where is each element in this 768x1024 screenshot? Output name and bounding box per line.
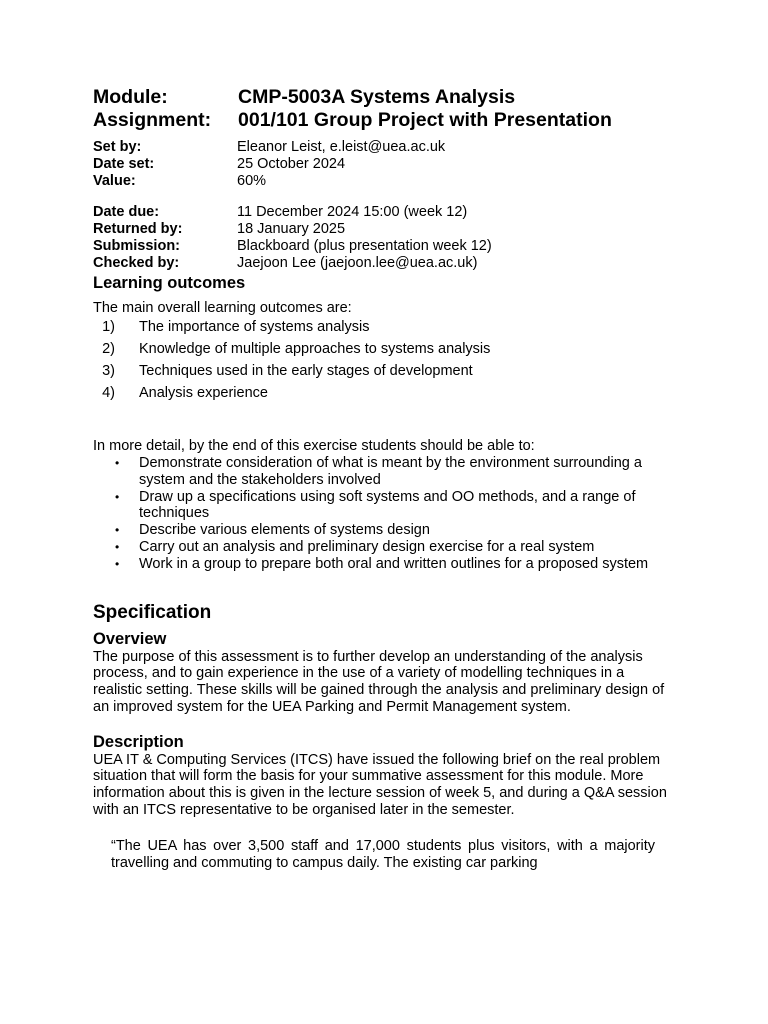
- list-item-number: 1): [102, 319, 115, 336]
- specification-heading: Specification: [93, 601, 212, 623]
- meta-key: Set by:: [93, 139, 142, 155]
- assignment-label: Assignment:: [93, 109, 212, 131]
- meta-value: Eleanor Leist, e.leist@uea.ac.uk: [237, 139, 446, 155]
- assignment-name: 001/101 Group Project with Presentation: [238, 109, 612, 131]
- meta-key: Returned by:: [93, 221, 183, 238]
- bullet-icon: •: [115, 523, 120, 538]
- list-item-number: 2): [102, 341, 115, 358]
- learning-outcomes-list: [93, 319, 673, 402]
- description-paragraph: UEA IT & Computing Services (ITCS) have issued the following brief on the real problem situation that will form the basis for your summative assessment for this module. More information about this is given in the lecture session of week 5, and during a Q&A session with an ITCS representative to be organised later in the semester.: [93, 751, 667, 819]
- learning-outcomes-heading: Learning outcomes: [93, 273, 246, 292]
- meta-row-submission: [93, 238, 673, 255]
- list-item: [93, 363, 673, 380]
- meta-value: Jaejoon Lee (jaejoon.lee@uea.ac.uk): [237, 254, 478, 271]
- bullet-item-text: Describe various elements of systems design: [139, 522, 430, 539]
- meta-key: Checked by:: [93, 254, 180, 271]
- description-heading: Description: [93, 732, 184, 751]
- list-item: [93, 385, 673, 402]
- bullet-icon: •: [115, 489, 120, 504]
- meta-row-date-due: [93, 204, 673, 221]
- list-item-text: Knowledge of multiple approaches to systems analysis: [139, 341, 491, 358]
- list-item-text: Techniques used in the early stages of development: [139, 363, 473, 380]
- meta-spacer: [93, 189, 673, 204]
- meta-row-set-by: [93, 139, 673, 156]
- meta-value: 60%: [237, 172, 267, 189]
- document-page: [93, 86, 673, 871]
- meta-key: Submission:: [93, 237, 181, 254]
- list-item: [93, 319, 673, 336]
- assignment-title-row: [93, 109, 673, 132]
- list-item-text: Analysis experience: [139, 385, 268, 402]
- bullet-item-text: Work in a group to prepare both oral and written outlines for a proposed system: [139, 555, 649, 572]
- list-item: [93, 341, 673, 358]
- meta-value: 18 January 2025: [237, 221, 346, 238]
- module-label: Module:: [93, 86, 168, 108]
- bullet-item-text: Draw up a specifications using soft systems and OO methods, and a range of techniques: [139, 488, 636, 522]
- bullet-item-text: Carry out an analysis and preliminary design exercise for a real system: [139, 538, 595, 555]
- meta-row-checked-by: [93, 255, 673, 272]
- brief-quote: “The UEA has over 3,500 staff and 17,000 students plus visitors, with a majority travelling and commuting to campus daily. The existing car parking: [111, 837, 655, 871]
- bullet-icon: •: [115, 556, 120, 571]
- list-item-text: The importance of systems analysis: [139, 319, 370, 336]
- module-title-row: [93, 86, 673, 109]
- meta-row-value: [93, 173, 673, 190]
- module-name: CMP-5003A Systems Analysis: [238, 86, 516, 108]
- meta-key: Date set:: [93, 155, 155, 172]
- bullet-item: [93, 522, 673, 539]
- meta-key: Value:: [93, 172, 136, 189]
- detailed-outcomes-intro: In more detail, by the end of this exercise students should be able to:: [93, 438, 535, 455]
- learning-outcomes-intro: The main overall learning outcomes are:: [93, 299, 352, 316]
- bullet-item: [93, 455, 673, 489]
- overview-heading: Overview: [93, 629, 167, 648]
- bullet-item: [93, 489, 673, 523]
- meta-value: 11 December 2024 15:00 (week 12): [237, 204, 468, 221]
- bullet-item: [93, 539, 673, 556]
- bullet-icon: •: [115, 455, 120, 470]
- meta-key: Date due:: [93, 204, 160, 221]
- overview-paragraph: The purpose of this assessment is to further develop an understanding of the analysis process, and to gain experience in the use of a variety of modelling techniques in a realistic setting. These skills will be gained through the analysis and preliminary design of an improved system for the UEA Parking and Permit Management system.: [93, 648, 665, 715]
- list-item-number: 4): [102, 385, 115, 402]
- meta-row-returned-by: [93, 221, 673, 238]
- bullet-item-text: Demonstrate consideration of what is meant by the environment surrounding a system and the stakeholders involved: [139, 454, 642, 488]
- meta-value: Blackboard (plus presentation week 12): [237, 237, 492, 254]
- meta-row-date-set: [93, 156, 673, 173]
- bullet-icon: •: [115, 539, 120, 554]
- meta-value: 25 October 2024: [237, 155, 346, 172]
- list-item-number: 3): [102, 363, 115, 380]
- assignment-meta: [93, 139, 673, 272]
- bullet-item: [93, 556, 673, 573]
- detailed-outcomes-list: [93, 455, 673, 573]
